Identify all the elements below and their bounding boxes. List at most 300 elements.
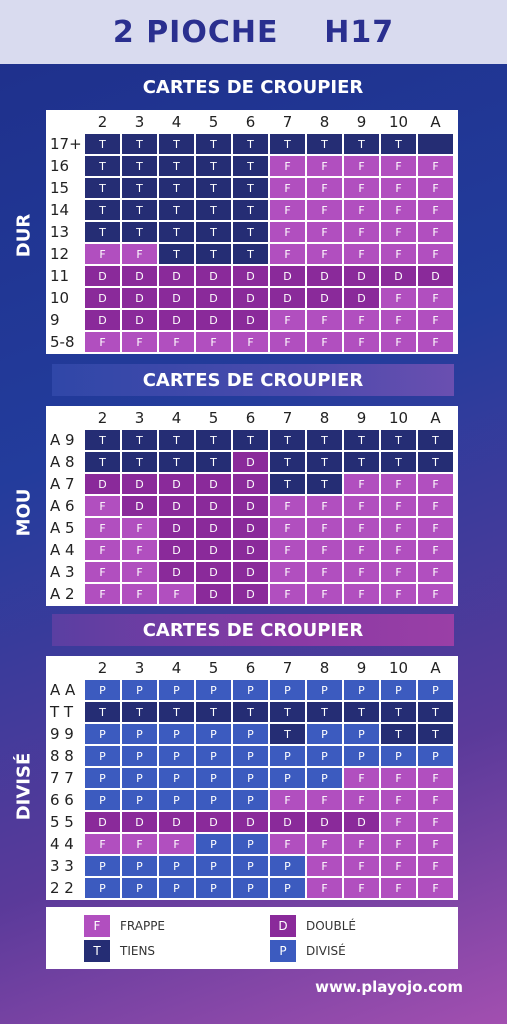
strategy-cell: T <box>159 222 194 242</box>
strategy-cell: P <box>418 680 453 700</box>
strategy-cell: T <box>270 430 305 450</box>
strategy-cell: D <box>122 496 157 516</box>
strategy-cell: P <box>122 878 157 898</box>
strategy-cell: F <box>418 540 453 560</box>
table-row <box>48 200 453 220</box>
strategy-cell: P <box>196 746 231 766</box>
strategy-cell: P <box>85 746 120 766</box>
strategy-cell: F <box>270 518 305 538</box>
table-row <box>48 244 453 264</box>
strategy-cell: P <box>233 834 268 854</box>
strategy-cell: F <box>381 562 416 582</box>
player-hand-label: 12 <box>48 244 83 264</box>
strategy-cell: F <box>344 310 379 330</box>
strategy-cell: D <box>196 812 231 832</box>
strategy-cell: F <box>122 540 157 560</box>
strategy-cell: F <box>122 562 157 582</box>
strategy-cell: P <box>270 680 305 700</box>
strategy-cell: P <box>159 856 194 876</box>
strategy-cell: F <box>381 156 416 176</box>
strategy-cell: P <box>85 856 120 876</box>
corner-cell <box>48 658 83 678</box>
strategy-cell: F <box>381 332 416 352</box>
table-row <box>48 430 453 450</box>
strategy-cell: D <box>159 540 194 560</box>
strategy-cell: T <box>196 178 231 198</box>
strategy-cell: T <box>344 430 379 450</box>
strategy-cell: T <box>270 452 305 472</box>
strategy-cell: F <box>344 768 379 788</box>
strategy-cell: D <box>159 310 194 330</box>
table-row <box>48 540 453 560</box>
strategy-cell: D <box>196 562 231 582</box>
strategy-cell: D <box>122 474 157 494</box>
strategy-cell: P <box>233 680 268 700</box>
strategy-cell: F <box>418 156 453 176</box>
table-row <box>48 518 453 538</box>
strategy-cell: D <box>122 310 157 330</box>
dealer-card-header: 8 <box>307 658 342 678</box>
soft-table <box>46 406 458 606</box>
strategy-cell: F <box>307 562 342 582</box>
section-label-soft: MOU <box>13 488 35 537</box>
table-row <box>48 834 453 854</box>
strategy-cell: D <box>159 562 194 582</box>
strategy-cell: D <box>344 288 379 308</box>
strategy-cell: T <box>85 702 120 722</box>
strategy-cell: F <box>381 768 416 788</box>
player-hand-label: 5 5 <box>48 812 83 832</box>
strategy-cell: D <box>233 310 268 330</box>
strategy-cell: P <box>307 724 342 744</box>
table-row <box>48 856 453 876</box>
strategy-cell: T <box>122 178 157 198</box>
strategy-cell: F <box>307 200 342 220</box>
strategy-cell: F <box>270 200 305 220</box>
strategy-cell: T <box>307 430 342 450</box>
strategy-cell: T <box>122 134 157 154</box>
table-row <box>48 332 453 352</box>
strategy-cell: T <box>233 178 268 198</box>
strategy-cell: D <box>122 266 157 286</box>
strategy-cell: T <box>85 156 120 176</box>
strategy-cell: F <box>270 222 305 242</box>
strategy-cell: D <box>159 812 194 832</box>
strategy-cell: F <box>307 496 342 516</box>
strategy-cell: D <box>233 266 268 286</box>
strategy-cell: P <box>344 746 379 766</box>
strategy-cell: P <box>196 790 231 810</box>
strategy-cell: T <box>196 702 231 722</box>
table-row <box>48 702 453 722</box>
strategy-cell: T <box>196 452 231 472</box>
strategy-cell: F <box>344 332 379 352</box>
strategy-cell: T <box>196 134 231 154</box>
dealer-card-header: 6 <box>233 112 268 132</box>
section-label-split: DIVISÉ <box>13 752 35 821</box>
dealer-card-header: 3 <box>122 112 157 132</box>
strategy-cell: F <box>307 518 342 538</box>
strategy-cell: T <box>233 156 268 176</box>
strategy-cell: T <box>270 474 305 494</box>
strategy-cell: P <box>85 878 120 898</box>
table-row <box>48 562 453 582</box>
player-hand-label: 14 <box>48 200 83 220</box>
strategy-cell: D <box>233 474 268 494</box>
strategy-cell: T <box>344 452 379 472</box>
strategy-cell: T <box>159 156 194 176</box>
dealer-header-hard: CARTES DE CROUPIER <box>142 76 364 98</box>
strategy-cell: T <box>85 200 120 220</box>
legend-swatch-tiens: T <box>84 940 110 962</box>
dealer-card-header: 5 <box>196 658 231 678</box>
strategy-cell: P <box>270 746 305 766</box>
strategy-cell: F <box>418 812 453 832</box>
dealer-card-header: 5 <box>196 112 231 132</box>
strategy-cell: F <box>85 332 120 352</box>
page-title: 2 PIOCHE H17 <box>112 14 395 50</box>
strategy-cell: P <box>85 790 120 810</box>
strategy-cell: F <box>381 834 416 854</box>
dealer-card-header: 7 <box>270 408 305 428</box>
strategy-cell: T <box>381 430 416 450</box>
strategy-cell: T <box>196 156 231 176</box>
strategy-cell: F <box>381 540 416 560</box>
strategy-cell: F <box>307 790 342 810</box>
player-hand-label: 2 2 <box>48 878 83 898</box>
strategy-cell: T <box>122 452 157 472</box>
dealer-card-header: 9 <box>344 112 379 132</box>
player-hand-label: 13 <box>48 222 83 242</box>
strategy-cell: P <box>233 724 268 744</box>
strategy-cell: F <box>344 156 379 176</box>
strategy-cell: D <box>233 812 268 832</box>
strategy-cell <box>418 134 453 154</box>
strategy-cell: D <box>85 812 120 832</box>
strategy-cell: T <box>196 200 231 220</box>
strategy-cell: F <box>418 332 453 352</box>
strategy-cell: D <box>233 562 268 582</box>
player-hand-label: 17+ <box>50 135 82 153</box>
dealer-card-header: 2 <box>85 112 120 132</box>
table-row <box>48 584 453 604</box>
dealer-card-header: 4 <box>159 112 194 132</box>
strategy-cell: D <box>418 266 453 286</box>
strategy-cell: D <box>196 266 231 286</box>
player-hand-label: A 4 <box>48 540 83 560</box>
strategy-cell: D <box>196 310 231 330</box>
strategy-cell: F <box>418 178 453 198</box>
website-link[interactable]: www.playojo.com <box>315 978 463 996</box>
table-row <box>48 474 453 494</box>
strategy-cell: T <box>270 702 305 722</box>
strategy-cell: T <box>381 452 416 472</box>
strategy-cell: T <box>85 222 120 242</box>
strategy-cell: P <box>381 746 416 766</box>
player-hand-label: 9 9 <box>48 724 83 744</box>
dealer-card-header: 7 <box>270 112 305 132</box>
strategy-cell: P <box>233 878 268 898</box>
strategy-cell: F <box>122 834 157 854</box>
strategy-cell: D <box>159 496 194 516</box>
legend-label-divise: DIVISÉ <box>306 944 346 958</box>
strategy-cell: F <box>307 332 342 352</box>
table-row <box>48 680 453 700</box>
strategy-cell: F <box>381 222 416 242</box>
strategy-cell: F <box>122 584 157 604</box>
strategy-cell: D <box>85 310 120 330</box>
strategy-cell: D <box>344 812 379 832</box>
strategy-cell: P <box>270 856 305 876</box>
dealer-card-header: 8 <box>307 408 342 428</box>
dealer-card-header: 4 <box>159 408 194 428</box>
strategy-cell: T <box>159 452 194 472</box>
strategy-grid <box>46 656 455 900</box>
strategy-cell: P <box>233 856 268 876</box>
strategy-cell: P <box>233 768 268 788</box>
dealer-header-split: CARTES DE CROUPIER <box>52 614 454 646</box>
strategy-cell: P <box>159 790 194 810</box>
strategy-cell: P <box>344 724 379 744</box>
strategy-cell: D <box>233 288 268 308</box>
player-hand-label: 6 6 <box>48 790 83 810</box>
strategy-cell: F <box>122 518 157 538</box>
strategy-cell: F <box>85 834 120 854</box>
player-hand-label: 9 <box>48 310 83 330</box>
strategy-cell: F <box>418 518 453 538</box>
strategy-cell: F <box>344 834 379 854</box>
player-hand-label: 7 7 <box>48 768 83 788</box>
strategy-cell: D <box>122 288 157 308</box>
strategy-cell: F <box>307 244 342 264</box>
strategy-cell: D <box>196 496 231 516</box>
dealer-card-header: 10 <box>381 408 416 428</box>
player-hand-label: 16 <box>48 156 83 176</box>
strategy-cell: D <box>233 496 268 516</box>
strategy-cell: F <box>344 222 379 242</box>
strategy-cell: F <box>85 496 120 516</box>
strategy-cell: P <box>159 878 194 898</box>
strategy-cell: F <box>270 332 305 352</box>
strategy-cell: P <box>270 768 305 788</box>
strategy-cell: D <box>270 266 305 286</box>
table-row <box>48 178 453 198</box>
dealer-card-header: A <box>418 658 453 678</box>
strategy-cell: T <box>418 452 453 472</box>
dealer-header-soft: CARTES DE CROUPIER <box>52 364 454 396</box>
corner-cell <box>48 408 83 428</box>
strategy-cell: F <box>85 518 120 538</box>
strategy-cell: P <box>344 680 379 700</box>
strategy-cell: T <box>122 430 157 450</box>
legend-item-tiens <box>84 940 155 962</box>
player-hand-label: 15 <box>48 178 83 198</box>
table-row <box>48 746 453 766</box>
strategy-cell: T <box>85 430 120 450</box>
strategy-cell: F <box>344 856 379 876</box>
strategy-cell: D <box>270 288 305 308</box>
strategy-cell: T <box>196 244 231 264</box>
strategy-cell: F <box>270 584 305 604</box>
player-hand-label: A A <box>48 680 83 700</box>
strategy-cell: F <box>344 790 379 810</box>
strategy-cell: F <box>270 244 305 264</box>
strategy-cell: F <box>270 540 305 560</box>
title-bar <box>0 0 507 64</box>
strategy-cell: D <box>233 584 268 604</box>
strategy-cell: D <box>307 812 342 832</box>
legend-item-frappe <box>84 915 165 937</box>
table-row <box>48 768 453 788</box>
strategy-cell: F <box>270 156 305 176</box>
strategy-cell: F <box>270 562 305 582</box>
strategy-cell: D <box>122 812 157 832</box>
strategy-cell: P <box>122 768 157 788</box>
strategy-cell: P <box>418 746 453 766</box>
strategy-cell: T <box>418 702 453 722</box>
strategy-cell: F <box>344 474 379 494</box>
strategy-cell: T <box>418 724 453 744</box>
strategy-cell: F <box>159 332 194 352</box>
strategy-cell: T <box>196 430 231 450</box>
strategy-cell: P <box>196 856 231 876</box>
legend-swatch-divise: P <box>270 940 296 962</box>
legend-swatch-frappe: F <box>84 915 110 937</box>
table-row <box>48 812 453 832</box>
strategy-cell: P <box>122 790 157 810</box>
strategy-cell: F <box>344 178 379 198</box>
strategy-cell: F <box>344 200 379 220</box>
strategy-cell: T <box>270 134 305 154</box>
strategy-cell: F <box>122 244 157 264</box>
dealer-card-header: 10 <box>381 112 416 132</box>
table-row <box>48 310 453 330</box>
player-hand-label: A 8 <box>48 452 83 472</box>
strategy-cell: F <box>418 584 453 604</box>
dealer-card-header: 10 <box>381 658 416 678</box>
strategy-cell: F <box>381 244 416 264</box>
strategy-cell: F <box>381 310 416 330</box>
legend-label-frappe: FRAPPE <box>120 919 166 933</box>
strategy-cell: D <box>159 288 194 308</box>
dealer-card-header: 9 <box>344 408 379 428</box>
strategy-cell: F <box>270 310 305 330</box>
player-hand-label: A 9 <box>48 430 83 450</box>
strategy-cell: F <box>381 812 416 832</box>
strategy-cell: T <box>159 178 194 198</box>
strategy-cell: D <box>85 266 120 286</box>
dealer-card-header: 3 <box>122 658 157 678</box>
strategy-cell: D <box>233 540 268 560</box>
strategy-cell: D <box>307 288 342 308</box>
strategy-cell: T <box>85 178 120 198</box>
strategy-cell: D <box>196 518 231 538</box>
strategy-cell: F <box>270 496 305 516</box>
legend-label-double: DOUBLÉ <box>306 919 356 933</box>
player-hand-label: A 5 <box>48 518 83 538</box>
strategy-cell: F <box>381 178 416 198</box>
dealer-card-header: 2 <box>85 408 120 428</box>
strategy-cell: F <box>344 540 379 560</box>
legend-label-tiens: TIENS <box>120 944 156 958</box>
strategy-cell: F <box>159 584 194 604</box>
strategy-cell: F <box>307 856 342 876</box>
strategy-cell: P <box>307 680 342 700</box>
strategy-cell: D <box>196 584 231 604</box>
strategy-cell: P <box>85 768 120 788</box>
strategy-cell: T <box>233 222 268 242</box>
strategy-cell: F <box>344 518 379 538</box>
table-row <box>48 156 453 176</box>
strategy-cell: P <box>159 768 194 788</box>
column-header-row <box>48 112 453 132</box>
strategy-cell: T <box>307 452 342 472</box>
strategy-cell: T <box>233 134 268 154</box>
player-hand-label: A 2 <box>48 584 83 604</box>
strategy-cell: D <box>196 474 231 494</box>
strategy-cell: P <box>122 724 157 744</box>
table-row <box>48 288 453 308</box>
corner-cell <box>48 112 83 132</box>
dealer-card-header: 9 <box>344 658 379 678</box>
strategy-cell: T <box>381 134 416 154</box>
strategy-cell: P <box>196 768 231 788</box>
strategy-cell: T <box>233 702 268 722</box>
strategy-cell: T <box>85 134 120 154</box>
strategy-cell: F <box>381 200 416 220</box>
strategy-cell: D <box>270 812 305 832</box>
section-label-hard: DUR <box>13 213 35 258</box>
strategy-cell: P <box>159 724 194 744</box>
dealer-card-header: 2 <box>85 658 120 678</box>
strategy-cell: T <box>122 156 157 176</box>
strategy-cell: F <box>270 834 305 854</box>
strategy-grid <box>46 406 455 606</box>
player-hand-label: T T <box>48 702 83 722</box>
legend-item-double <box>270 915 356 937</box>
strategy-cell: P <box>122 680 157 700</box>
strategy-cell: P <box>122 856 157 876</box>
strategy-cell: P <box>122 746 157 766</box>
player-hand-label: A 6 <box>48 496 83 516</box>
strategy-cell: T <box>122 702 157 722</box>
dealer-card-header: 8 <box>307 112 342 132</box>
strategy-cell: F <box>85 584 120 604</box>
table-row <box>48 878 453 898</box>
strategy-cell: F <box>233 332 268 352</box>
strategy-cell: F <box>344 496 379 516</box>
strategy-cell: F <box>307 540 342 560</box>
strategy-cell: F <box>418 878 453 898</box>
hard-table <box>46 110 458 354</box>
strategy-cell: F <box>344 562 379 582</box>
strategy-cell: F <box>122 332 157 352</box>
strategy-cell: F <box>418 474 453 494</box>
table-row <box>48 266 453 286</box>
strategy-grid <box>46 110 455 354</box>
strategy-cell: T <box>159 134 194 154</box>
strategy-cell: D <box>196 540 231 560</box>
strategy-cell: D <box>344 266 379 286</box>
dealer-card-header: A <box>418 408 453 428</box>
strategy-cell: F <box>307 834 342 854</box>
strategy-cell: D <box>307 266 342 286</box>
player-hand-label: 8 8 <box>48 746 83 766</box>
table-row <box>48 790 453 810</box>
split-table <box>46 656 458 900</box>
strategy-cell: P <box>196 878 231 898</box>
strategy-cell: F <box>418 768 453 788</box>
